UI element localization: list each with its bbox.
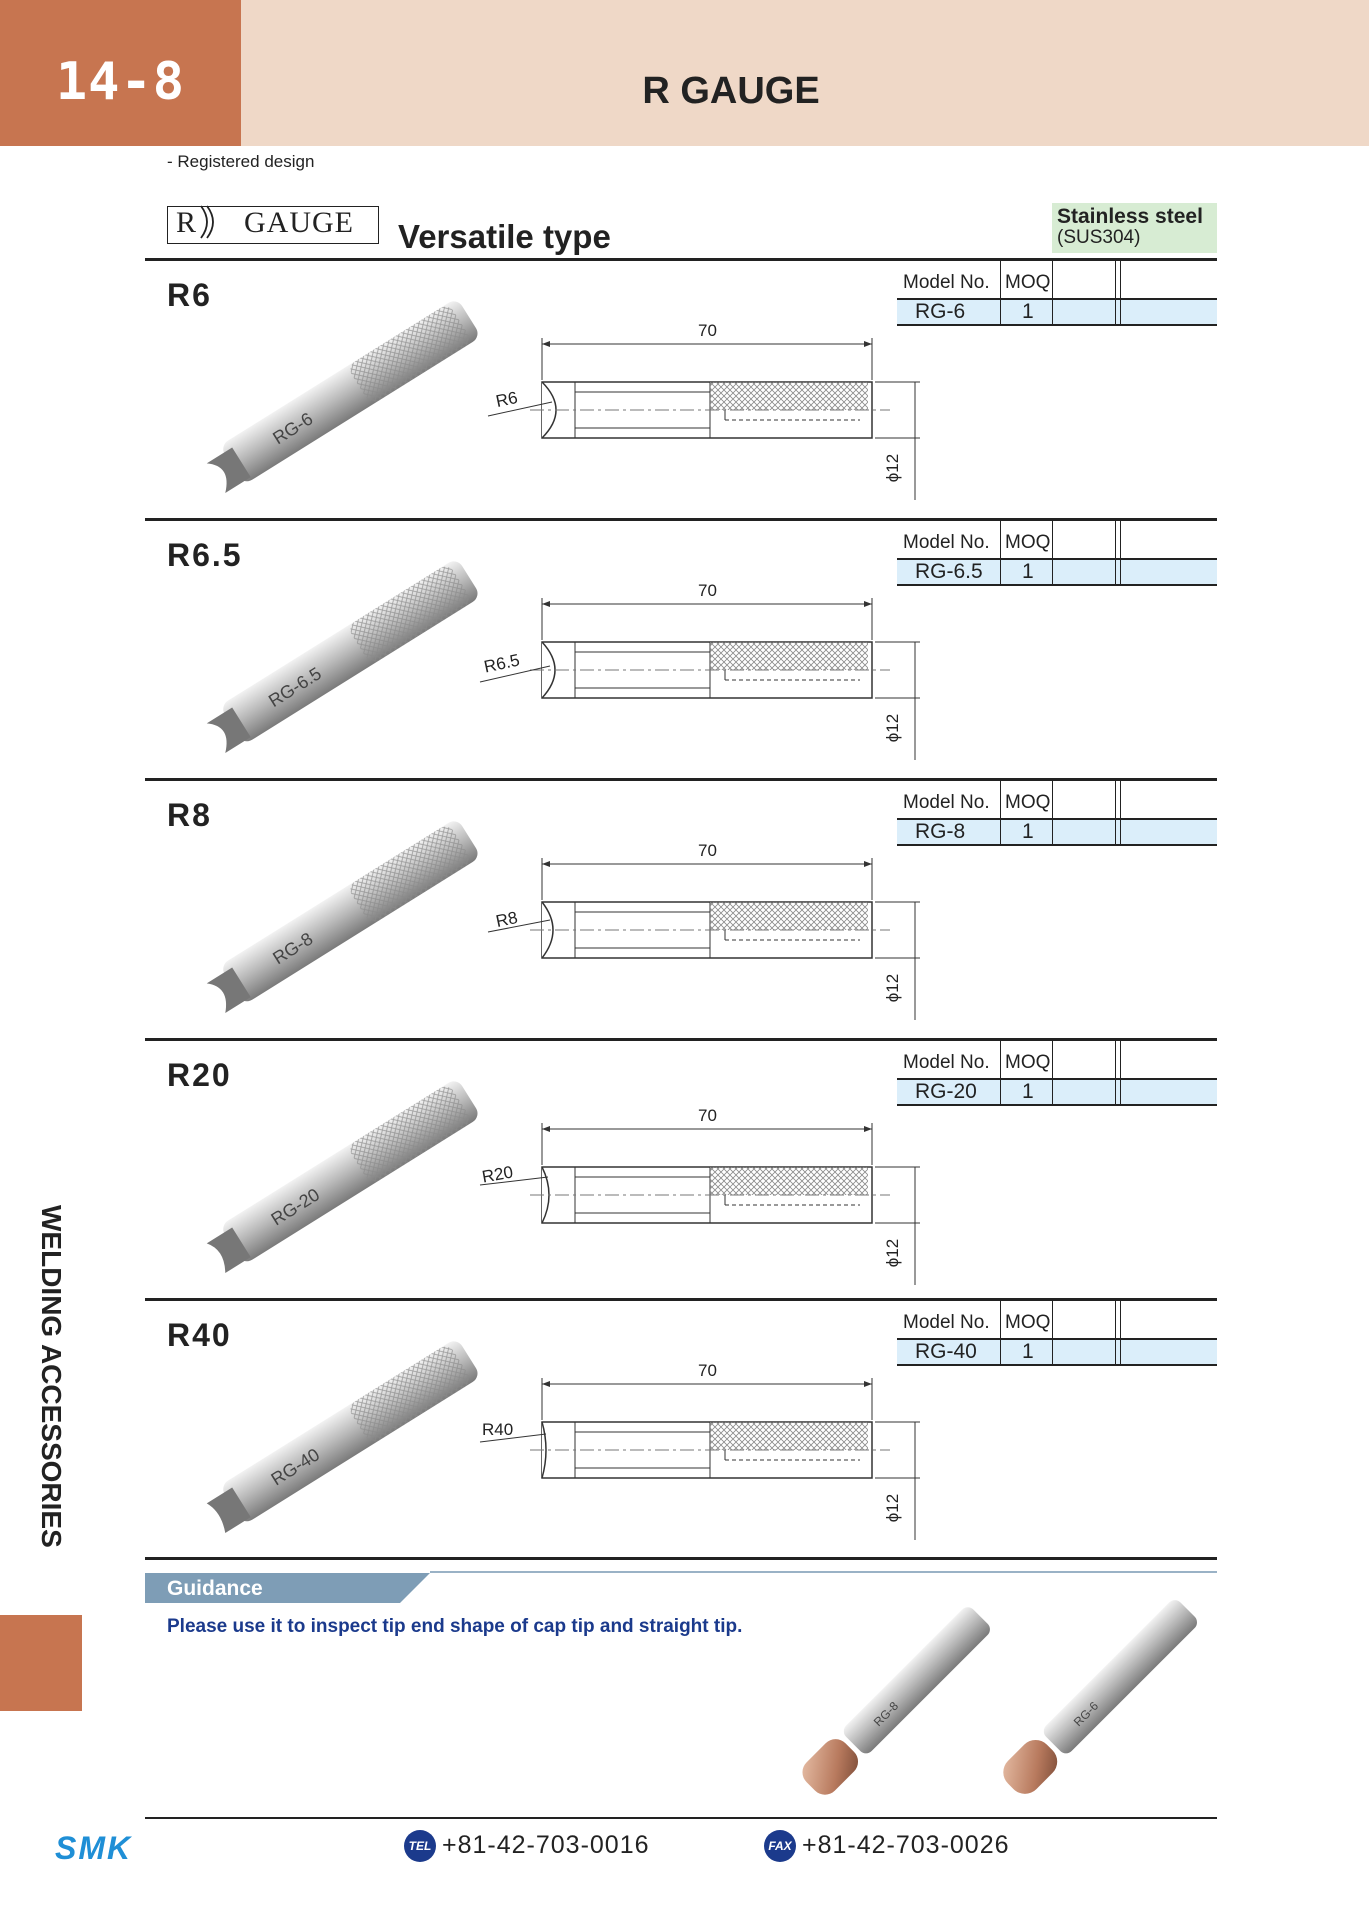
radius-label: R40 <box>482 1420 514 1439</box>
model-header: Model No. <box>903 792 990 813</box>
length-dimension: 70 <box>698 581 717 600</box>
model-header: Model No. <box>903 1312 990 1333</box>
diameter-dimension: ϕ12 <box>883 1493 903 1523</box>
product-photo <box>180 815 490 1015</box>
moq-value: 1 <box>1022 1080 1034 1103</box>
model-header: Model No. <box>903 272 990 293</box>
svg-text:SMK: SMK <box>55 1832 133 1862</box>
model-number: RG-6 <box>915 300 966 323</box>
model-number: RG-40 <box>915 1340 977 1363</box>
svg-text:RG-40: RG-40 <box>267 1444 324 1490</box>
fax-number: +81-42-703-0026 <box>802 1831 1010 1859</box>
usage-photo <box>780 1600 1200 1810</box>
brand-logo <box>55 1832 160 1862</box>
spec-table <box>897 1300 1217 1370</box>
page-number: 14-8 <box>55 52 186 112</box>
model-number: RG-8 <box>915 820 966 843</box>
product-photo <box>180 295 490 495</box>
side-tab <box>0 1615 82 1711</box>
diameter-dimension: ϕ12 <box>883 973 903 1003</box>
page-title: R GAUGE <box>642 70 820 112</box>
technical-drawing <box>460 560 930 800</box>
phone-icon: TEL <box>404 1830 436 1862</box>
fax-icon: FAX <box>764 1830 796 1862</box>
photo-label: RG-8 <box>870 1698 902 1730</box>
moq-value: 1 <box>1022 820 1034 843</box>
model-header: Model No. <box>903 1052 990 1073</box>
size-label: R20 <box>167 1057 232 1093</box>
svg-text:RG-20: RG-20 <box>267 1184 324 1230</box>
moq-value: 1 <box>1022 560 1034 583</box>
diameter-dimension: ϕ12 <box>883 453 903 483</box>
svg-text:RG-8: RG-8 <box>269 928 317 969</box>
product-subtitle: Versatile type <box>398 218 611 255</box>
diameter-dimension: ϕ12 <box>883 713 903 743</box>
phone-number[interactable]: +81-42-703-0016 <box>442 1831 650 1859</box>
spec-table <box>897 260 1217 330</box>
technical-drawing <box>460 1340 930 1580</box>
length-dimension: 70 <box>698 841 717 860</box>
moq-value: 1 <box>1022 300 1034 323</box>
radius-label: R8 <box>494 907 520 932</box>
model-number: RG-6.5 <box>915 560 983 583</box>
material-name: Stainless steel <box>1057 205 1203 228</box>
side-category-label <box>30 1205 70 1605</box>
moq-header: MOQ <box>1005 1052 1051 1073</box>
section-divider <box>145 1557 1217 1560</box>
size-label: R40 <box>167 1317 232 1353</box>
product-logo-letter: R <box>176 206 197 239</box>
material-code: (SUS304) <box>1057 227 1141 248</box>
size-label: R6 <box>167 277 212 313</box>
product-photo <box>180 555 490 755</box>
product-photo <box>180 1075 490 1275</box>
product-logo-word: GAUGE <box>244 206 354 239</box>
guidance-text: Please use it to inspect tip end shape of cap tip and straight tip. <box>167 1616 743 1637</box>
moq-value: 1 <box>1022 1340 1034 1363</box>
size-label: R8 <box>167 797 212 833</box>
size-label: R6.5 <box>167 537 243 573</box>
radius-label: R6 <box>494 387 520 412</box>
svg-text:RG-6: RG-6 <box>269 408 317 449</box>
moq-header: MOQ <box>1005 532 1051 553</box>
photo-label: RG-6 <box>1070 1698 1102 1730</box>
length-dimension: 70 <box>698 321 717 340</box>
product-photo <box>180 1335 490 1535</box>
length-dimension: 70 <box>698 1361 717 1380</box>
radius-label: R20 <box>480 1162 515 1187</box>
spec-table <box>897 780 1217 850</box>
spec-table <box>897 520 1217 590</box>
spec-table <box>897 1040 1217 1110</box>
registered-design-note: - Registered design <box>167 152 315 171</box>
model-header: Model No. <box>903 532 990 553</box>
technical-drawing <box>460 300 930 540</box>
length-dimension: 70 <box>698 1106 717 1125</box>
logo-divider-icon <box>197 204 219 240</box>
guidance-rule <box>430 1571 1217 1573</box>
technical-drawing <box>460 820 930 1060</box>
svg-text:WELDING ACCESSORIES: WELDING ACCESSORIES <box>36 1205 67 1548</box>
technical-drawing <box>460 1085 930 1325</box>
radius-label: R6.5 <box>482 650 522 677</box>
moq-header: MOQ <box>1005 272 1051 293</box>
diameter-dimension: ϕ12 <box>883 1238 903 1268</box>
footer-rule <box>145 1817 1217 1819</box>
moq-header: MOQ <box>1005 792 1051 813</box>
guidance-title: Guidance <box>167 1577 263 1600</box>
svg-text:RG-6.5: RG-6.5 <box>265 663 325 711</box>
model-number: RG-20 <box>915 1080 977 1103</box>
moq-header: MOQ <box>1005 1312 1051 1333</box>
